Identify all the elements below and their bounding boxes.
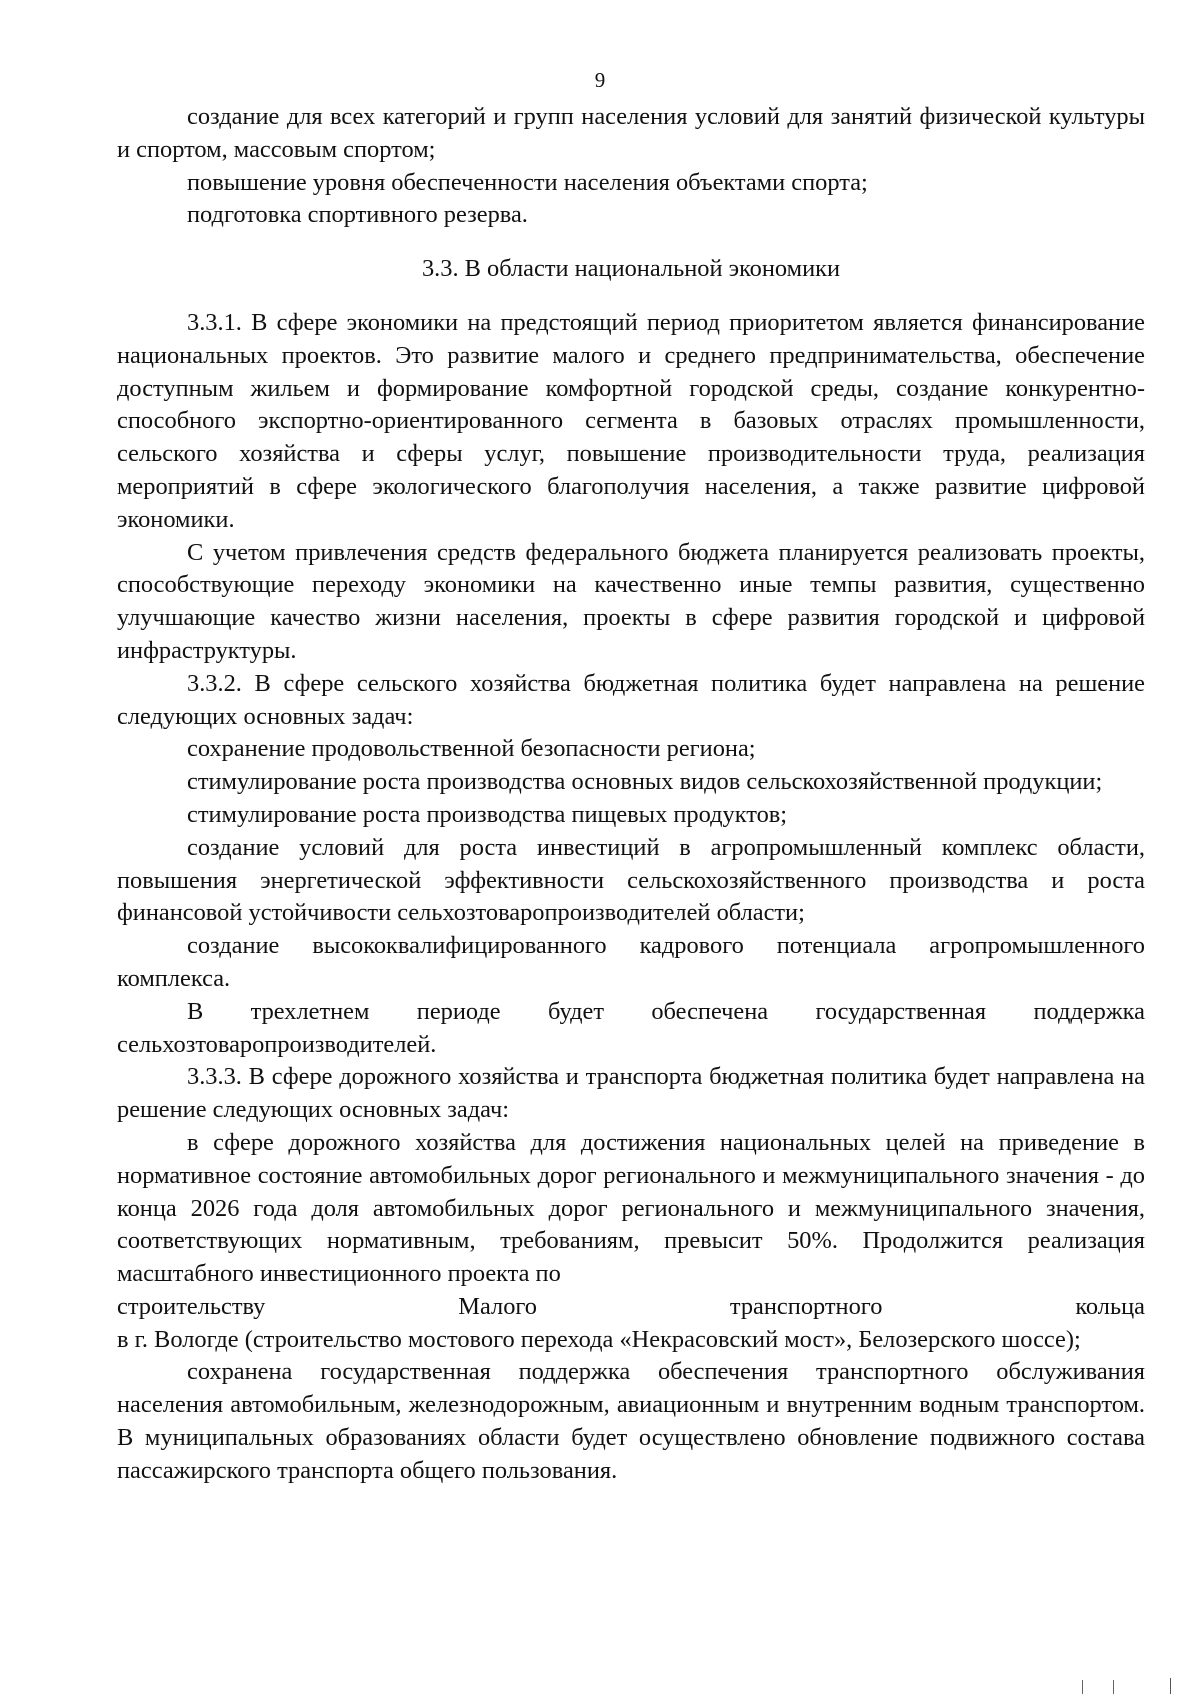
paragraph: 3.3.1. В сфере экономики на предстоящий период приоритетом является финансирование национальных проектов. Это развитие малого и среднего предпринимательства, обеспечение доступным жильем и формирование комфортной городской среды, создание конкурентно-способного экспортно-ориентированного сегмента в базовых отраслях промышленности, сельского хозяйства и сферы услуг, повышение производительности труда, реализация мероприятий в сфере экологического благополучия населения, а также развитие цифровой экономики. bbox=[117, 308, 1145, 533]
word: строительству bbox=[117, 1292, 266, 1320]
page-number: 9 bbox=[594, 68, 606, 92]
paragraph: сохранена государственная поддержка обеспечения транспортного обслуживания населения автомобильным, железнодорожным, авиационным и внутренним водным транспортом. В муниципальных образованиях области будет осуществлено обновление подвижного состава пассажирского транспорта общего пользования. bbox=[117, 1358, 1145, 1484]
word: транспортного bbox=[729, 1292, 883, 1320]
paragraph: в сфере дорожного хозяйства для достижения национальных целей на приведение в нормативное состояние автомобильных дорог регионального и межмуниципального значения - до конца 2026 года доля автомобильных дорог регионального и межмуниципального значения, соответствующих нормативным, требованиям, превысит 50%. Продолжится реализация масштабного инвестиционного проекта по bbox=[117, 1128, 1145, 1288]
paragraph: В трехлетнем периоде будет обеспечена государственная поддержка сельхозтоваропроизводителей. bbox=[117, 997, 1145, 1058]
paragraph: сохранение продовольственной безопасности региона; bbox=[187, 735, 756, 763]
paragraph: в г. Вологде (строительство мостового перехода «Некрасовский мост», Белозерского шоссе); bbox=[117, 1325, 1081, 1353]
scan-artifact bbox=[1170, 1678, 1171, 1694]
scan-artifact bbox=[1082, 1680, 1114, 1694]
paragraph: 3.3.2. В сфере сельского хозяйства бюджетная политика будет направлена на решение следующих основных задач: bbox=[117, 669, 1145, 730]
paragraph: 3.3.3. В сфере дорожного хозяйства и транспорта бюджетная политика будет направлена на решение следующих основных задач: bbox=[117, 1063, 1145, 1124]
paragraph: создание высококвалифицированного кадрового потенциала агропромышленного комплекса. bbox=[117, 932, 1145, 992]
paragraph: создание условий для роста инвестиций в агропромышленный комплекс области, повышения энергетической эффективности сельскохозяйственного производства и роста финансовой устойчивости сельхозтоваропроизводителей области; bbox=[117, 833, 1145, 927]
paragraph: повышение уровня обеспеченности населения объектами спорта; bbox=[187, 168, 868, 196]
word: Малого bbox=[458, 1292, 537, 1320]
paragraph: стимулирование роста производства основных видов сельскохозяйственной продукции; bbox=[187, 768, 1103, 796]
word: кольца bbox=[1075, 1292, 1145, 1320]
justified-line bbox=[117, 1291, 1145, 1324]
section-heading: 3.3. В области национальной экономики bbox=[421, 255, 841, 283]
paragraph: С учетом привлечения средств федерального бюджета планируется реализовать проекты, способствующие переходу экономики на качественно иные темпы развития, существенно улучшающие качество жизни населения, проекты в сфере развития городской и цифровой инфраструктуры. bbox=[117, 538, 1145, 664]
paragraph: стимулирование роста производства пищевых продуктов; bbox=[187, 800, 788, 828]
paragraph: создание для всех категорий и групп населения условий для занятий физической культуры и спортом, массовым спортом; bbox=[117, 103, 1145, 163]
paragraph: подготовка спортивного резерва. bbox=[187, 201, 528, 229]
document-body bbox=[117, 101, 1145, 1488]
